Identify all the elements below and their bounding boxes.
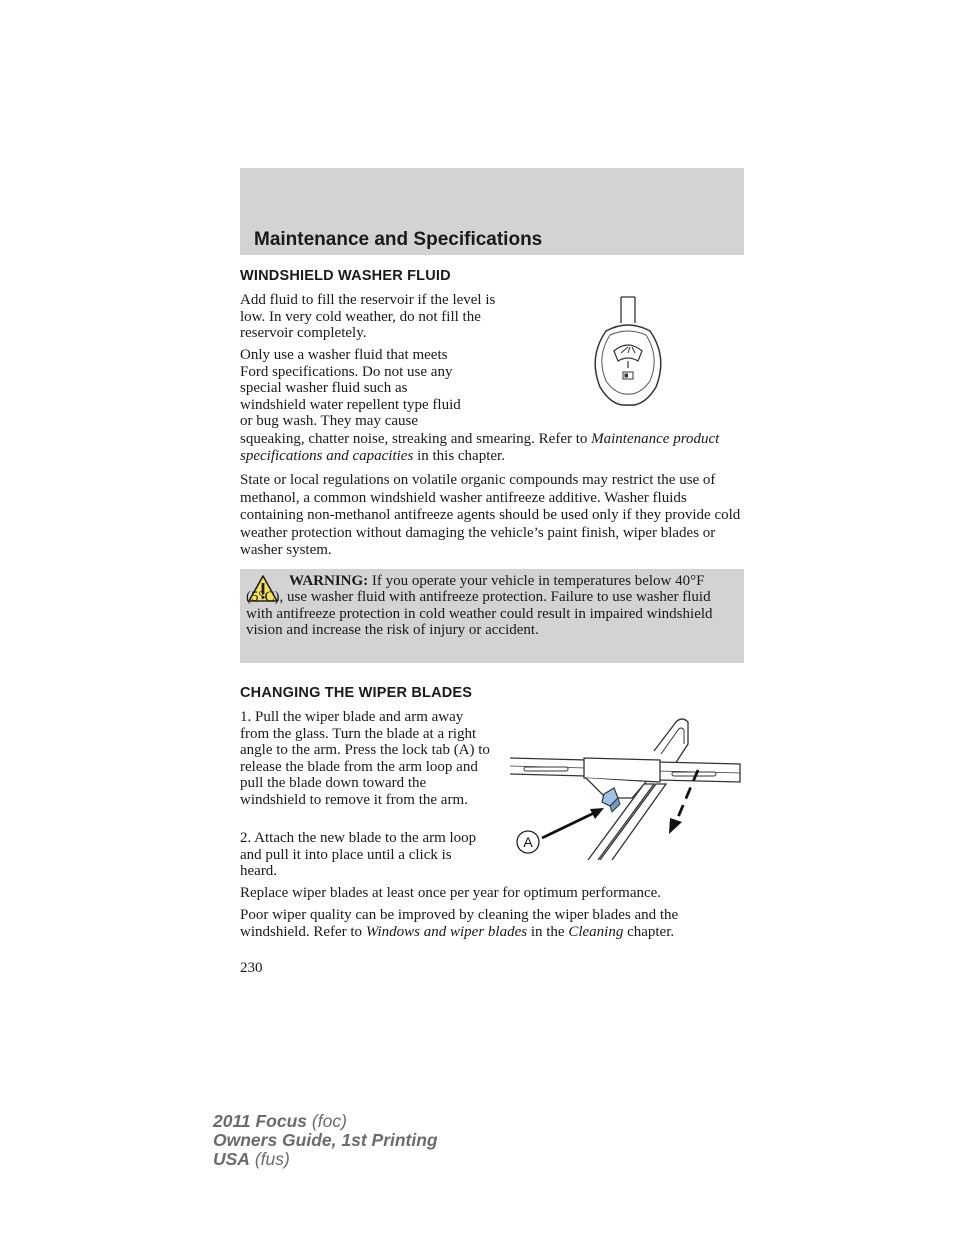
- washer-fluid-heading: WINDSHIELD WASHER FLUID: [240, 268, 451, 284]
- washer-paragraph-2: [240, 347, 744, 464]
- footer-model-code: (foc): [307, 1111, 347, 1131]
- replace-paragraph: Replace wiper blades at least once per year for optimum performance.: [240, 885, 662, 901]
- warning-text: [246, 573, 736, 639]
- wiper-quality-paragraph: [240, 907, 744, 940]
- washer-p2-line: Only use a washer fluid that meets: [240, 347, 448, 363]
- warning-body: If you operate your vehicle in temperatures below 40°F (5°C), use washer fluid with antifreeze protection. Failure to use washer fluid with antifreeze protection in cold weather could result in impaired windshield vision and increase the risk of injury or accident.: [246, 573, 713, 639]
- washer-p2-line: special washer fluid such as: [240, 380, 408, 397]
- wiper-quality-text: Poor wiper quality can be improved by cleaning the wiper blades and the windshield. Refer to: [240, 907, 679, 940]
- cleaning-reference: Cleaning: [568, 923, 624, 940]
- footer-edition: Owners Guide, 1st Printing: [213, 1130, 438, 1150]
- wiper-quality-end: chapter.: [623, 923, 675, 940]
- footer-model: 2011 Focus: [213, 1111, 308, 1131]
- page-number: 230: [240, 960, 263, 976]
- wiper-blade-diagram: [506, 714, 744, 860]
- methanol-paragraph: State or local regulations on volatile organic compounds may restrict the use of methanol, a common windshield washer antifreeze additive. Washer fluids containing non-methanol antifreeze agents should be used only if they provide cold weather protection without damaging the vehicle’s paint finish, wiper blades or washer system.: [240, 472, 741, 558]
- washer-paragraph-1: Add fluid to fill the reservoir if the level is low. In very cold weather, do not fill the reservoir completely.: [240, 292, 496, 342]
- wiper-blades-heading: CHANGING THE WIPER BLADES: [240, 685, 473, 701]
- washer-p2-end: in this chapter.: [413, 447, 505, 464]
- wiper-step-1: 1. Pull the wiper blade and arm away from the glass. Turn the blade at a right angle to the arm. Press the lock tab (A) to release the blade from the arm loop and pull the blade down toward the windshield to remove it from the arm.: [240, 709, 490, 808]
- washer-fluid-cap-icon: [588, 295, 668, 407]
- warning-label: WARNING:: [289, 573, 369, 589]
- washer-p2-line: windshield water repellent type fluid: [240, 396, 461, 413]
- windows-reference: Windows and wiper blades: [365, 923, 528, 940]
- callout-a-label: A: [523, 834, 533, 850]
- wiper-quality-mid: in the: [527, 923, 569, 940]
- wiper-step-2: 2. Attach the new blade to the arm loop and pull it into place until a click is heard.: [240, 830, 477, 880]
- washer-p2-line: Ford specifications. Do not use any: [240, 363, 453, 380]
- section-title: Maintenance and Specifications: [254, 229, 543, 250]
- washer-p2-text: squeaking, chatter noise, streaking and smearing. Refer to: [240, 430, 592, 447]
- washer-p2-line: or bug wash. They may cause: [240, 413, 419, 430]
- maintenance-reference: Maintenance product specifications and capacities: [240, 430, 720, 464]
- document-footer: [213, 1112, 438, 1169]
- footer-market: USA: [213, 1149, 250, 1169]
- footer-market-code: (fus): [249, 1149, 290, 1169]
